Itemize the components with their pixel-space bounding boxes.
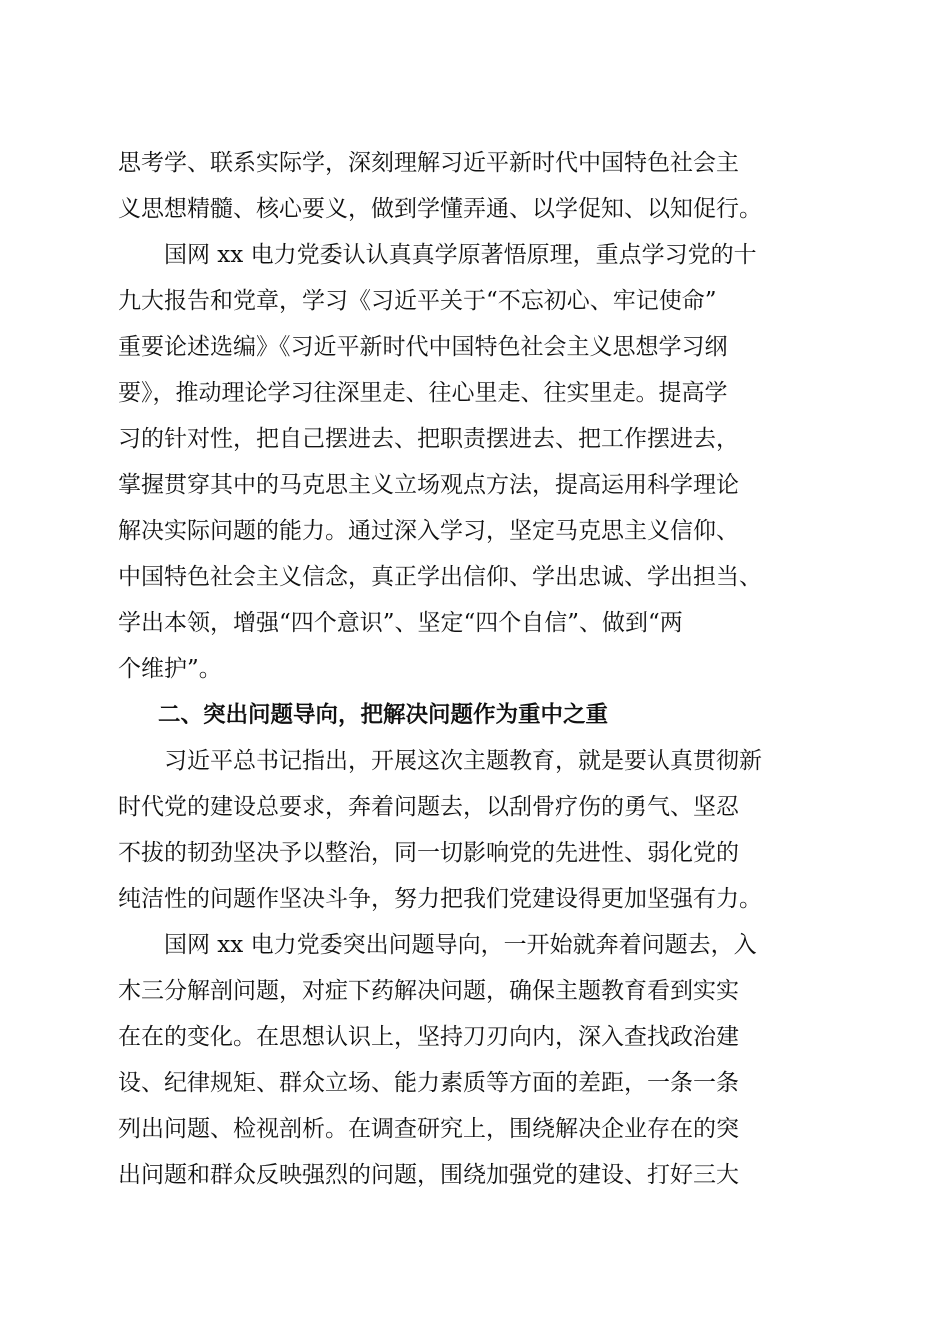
paragraph-line: 纯洁性的问题作坚决斗争，努力把我们党建设得更加坚强有力。: [118, 886, 762, 912]
paragraph-line: 个维护”。: [118, 656, 222, 682]
paragraph-line: 九大报告和党章，学习《习近平关于“不忘初心、牢记使命”: [118, 288, 717, 314]
paragraph-line: 解决实际问题的能力。通过深入学习，坚定马克思主义信仰、: [118, 518, 739, 544]
paragraph-line: 时代党的建设总要求，奔着问题去，以刮骨疗伤的勇气、坚忍: [118, 794, 739, 820]
section-heading: 二、突出问题导向，把解决问题作为重中之重: [158, 702, 609, 728]
paragraph-line: 习的针对性，把自己摆进去、把职责摆进去、把工作摆进去，: [118, 426, 739, 452]
paragraph-line: 国网 xx 电力党委突出问题导向，一开始就奔着问题去，入: [164, 932, 757, 958]
paragraph-line: 国网 xx 电力党委认认真真学原著悟原理，重点学习党的十: [164, 242, 757, 268]
paragraph-line: 中国特色社会主义信念，真正学出信仰、学出忠诚、学出担当、: [118, 564, 762, 590]
paragraph-line: 习近平总书记指出，开展这次主题教育，就是要认真贯彻新: [164, 748, 762, 774]
paragraph-line: 在在的变化。在思想认识上，坚持刀刃向内，深入查找政治建: [118, 1024, 739, 1050]
paragraph-line: 要》，推动理论学习往深里走、往心里走、往实里走。提高学: [118, 380, 728, 406]
paragraph-line: 掌握贯穿其中的马克思主义立场观点方法，提高运用科学理论: [118, 472, 739, 498]
paragraph-line: 思考学、联系实际学，深刻理解习近平新时代中国特色社会主: [118, 150, 739, 176]
paragraph-line: 学出本领，增强“四个意识”、坚定“四个自信”、做到“两: [118, 610, 683, 636]
paragraph-line: 不拔的韧劲坚决予以整治，同一切影响党的先进性、弱化党的: [118, 840, 739, 866]
paragraph-line: 木三分解剖问题，对症下药解决问题，确保主题教育看到实实: [118, 978, 739, 1004]
paragraph-line: 设、纪律规矩、群众立场、能力素质等方面的差距，一条一条: [118, 1070, 739, 1096]
paragraph-line: 出问题和群众反映强烈的问题，围绕加强党的建设、打好三大: [118, 1162, 739, 1188]
paragraph-line: 列出问题、检视剖析。在调查研究上，围绕解决企业存在的突: [118, 1116, 739, 1142]
paragraph-line: 重要论述选编》《习近平新时代中国特色社会主义思想学习纲: [118, 334, 728, 360]
paragraph-line: 义思想精髓、核心要义，做到学懂弄通、以学促知、以知促行。: [118, 196, 762, 222]
